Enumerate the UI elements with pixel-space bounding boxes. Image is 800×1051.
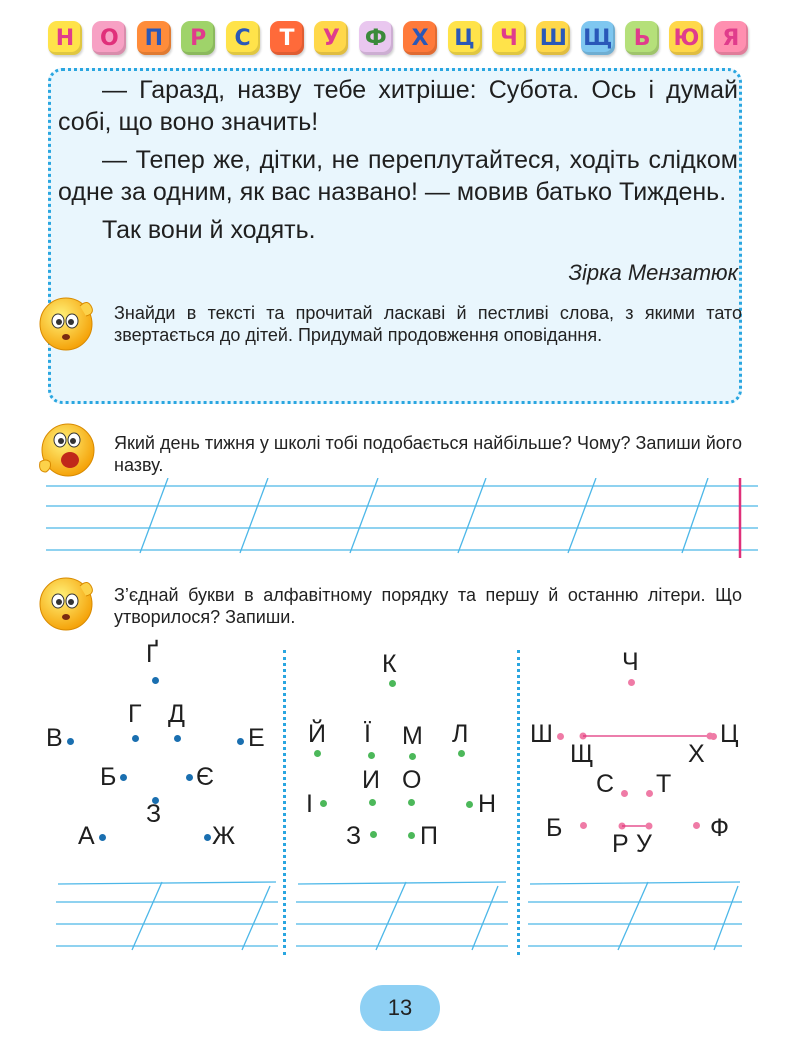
green-letter: І: [306, 790, 313, 818]
alphabet-tile: У: [314, 21, 348, 55]
pink-letter: Р: [612, 830, 629, 858]
blue-dot[interactable]: [237, 738, 244, 745]
pink-letter: Щ: [570, 740, 594, 768]
green-letter: Й: [308, 720, 326, 748]
story-paragraph: — Тепер же, дітки, не переплутайтеся, ходіть слідком одне за одним, як вас названо! — мовив батько Тиждень.: [58, 146, 738, 206]
blue-dot[interactable]: [99, 834, 106, 841]
alphabet-tile: Щ: [581, 21, 615, 55]
pink-dot[interactable]: [693, 822, 700, 829]
green-letter: К: [382, 650, 397, 678]
pink-dot[interactable]: [628, 679, 635, 686]
alphabet-strip: [48, 18, 748, 58]
green-dot[interactable]: [466, 801, 473, 808]
alphabet-tile: П: [137, 21, 171, 55]
column-divider: [283, 650, 286, 955]
alphabet-tile: Ш: [536, 21, 570, 55]
story-paragraph: — Гаразд, назву тебе хитріше: Субота. Ось і думай собі, що воно значить!: [58, 76, 738, 136]
green-dot[interactable]: [389, 680, 396, 687]
story-paragraph: Так вони й ходять.: [102, 216, 316, 244]
green-dot[interactable]: [408, 799, 415, 806]
blue-letter: Ж: [212, 822, 236, 850]
green-dot[interactable]: [408, 832, 415, 839]
blue-letter: Б: [100, 763, 117, 791]
pink-letter: Т: [656, 770, 672, 798]
alphabet-tile: Ю: [669, 21, 703, 55]
alphabet-tile: Ф: [359, 21, 393, 55]
pink-dot[interactable]: [646, 790, 653, 797]
green-letter: О: [402, 766, 422, 794]
blue-letter: Е: [248, 724, 265, 752]
writing-lines[interactable]: [296, 872, 508, 952]
green-letter: Ї: [364, 720, 371, 748]
task-3-text: З’єднай букви в алфавітному порядку та першу й останню літери. Що утворилося? Запиши.: [114, 585, 742, 627]
connection-line: [570, 731, 730, 741]
green-dot[interactable]: [314, 750, 321, 757]
green-dot[interactable]: [370, 831, 377, 838]
pink-dot[interactable]: [580, 822, 587, 829]
blue-dot[interactable]: [204, 834, 211, 841]
green-dot[interactable]: [369, 799, 376, 806]
writing-lines[interactable]: [528, 872, 742, 952]
surprised-emoji-icon: [36, 418, 100, 482]
pink-letter: Ш: [530, 720, 553, 748]
pink-letter: Ц: [720, 720, 739, 748]
blue-dot[interactable]: [67, 738, 74, 745]
blue-letter: А: [78, 822, 95, 850]
task-2-text: Який день тижня у школі тобі подобається найбільше? Чому? Запиши його назву.: [114, 433, 742, 475]
thinking-emoji-icon: [36, 290, 100, 354]
alphabet-tile: Х: [403, 21, 437, 55]
alphabet-tile: Т: [270, 21, 304, 55]
pink-dot[interactable]: [710, 733, 717, 740]
alphabet-tile: О: [92, 21, 126, 55]
alphabet-tile: Я: [714, 21, 748, 55]
green-letter: З: [346, 822, 362, 850]
page-number: 13: [360, 985, 440, 1031]
blue-dot[interactable]: [152, 677, 159, 684]
task-1-text: Знайди в тексті та прочитай ласкаві й пестливі слова, з якими тато звертається до дітей. Придумай продовження оповідання.: [114, 303, 742, 345]
green-letter: Н: [478, 790, 497, 818]
story-text: [58, 74, 738, 252]
pink-letter: Б: [546, 814, 563, 842]
pink-letter: У: [636, 830, 652, 858]
column-divider: [517, 650, 520, 955]
blue-letter: Ґ: [146, 640, 159, 668]
alphabet-tile: Р: [181, 21, 215, 55]
blue-letter: В: [46, 724, 63, 752]
green-dot[interactable]: [458, 750, 465, 757]
blue-dot[interactable]: [186, 774, 193, 781]
writing-lines[interactable]: [56, 872, 278, 952]
pink-dot[interactable]: [557, 733, 564, 740]
green-letter: П: [420, 822, 438, 850]
writing-lines[interactable]: [46, 478, 758, 558]
green-letter: И: [362, 766, 380, 794]
blue-dot[interactable]: [120, 774, 127, 781]
green-letter: Л: [452, 720, 469, 748]
alphabet-tile: Ц: [448, 21, 482, 55]
green-dot[interactable]: [368, 752, 375, 759]
thinking-emoji-icon: [36, 570, 100, 634]
blue-dot[interactable]: [132, 735, 139, 742]
pink-letter: Ч: [622, 648, 639, 676]
alphabet-tile: Ч: [492, 21, 526, 55]
blue-letter: Є: [196, 763, 214, 791]
green-dot[interactable]: [320, 800, 327, 807]
blue-dot[interactable]: [174, 735, 181, 742]
blue-letter: З: [146, 800, 162, 828]
alphabet-tile: С: [226, 21, 260, 55]
green-letter: М: [402, 722, 423, 750]
pink-letter: Х: [688, 740, 705, 768]
pink-letter: Ф: [710, 814, 730, 842]
blue-letter: Д: [168, 700, 185, 728]
pink-dot[interactable]: [621, 790, 628, 797]
blue-letter: Г: [128, 700, 142, 728]
alphabet-tile: Н: [48, 21, 82, 55]
green-dot[interactable]: [409, 753, 416, 760]
story-author: Зірка Мензатюк: [568, 260, 738, 285]
alphabet-tile: Ь: [625, 21, 659, 55]
pink-letter: С: [596, 770, 615, 798]
